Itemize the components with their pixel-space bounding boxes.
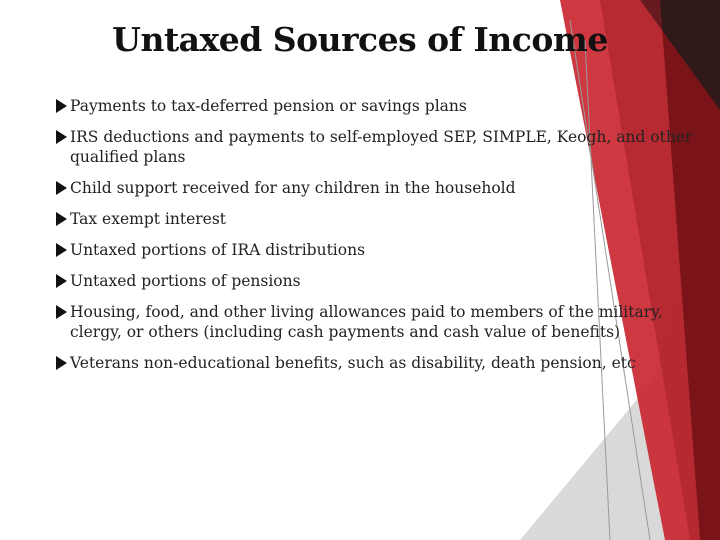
bullet-text: Housing, food, and other living allowances paid to members of the military, clergy, or others (including cash payments and cash value of benefits)	[70, 303, 663, 341]
bullet-arrow-icon	[56, 356, 67, 370]
bullet-text: Veterans non-educational benefits, such as disability, death pension, etc	[70, 354, 636, 372]
bullet-text: Untaxed portions of pensions	[70, 272, 301, 290]
bullet-item	[56, 209, 696, 229]
bullet-text: Untaxed portions of IRA distributions	[70, 241, 366, 259]
bullet-item	[56, 127, 696, 167]
bullet-arrow-icon	[56, 130, 67, 144]
bullet-item	[56, 96, 696, 116]
bullet-text: IRS deductions and payments to self-employed SEP, SIMPLE, Keogh, and other qualified plans	[70, 128, 693, 166]
bullet-arrow-icon	[56, 212, 67, 226]
bullet-item	[56, 353, 696, 373]
bullet-list	[56, 96, 696, 384]
bullet-arrow-icon	[56, 305, 67, 319]
bullet-text: Tax exempt interest	[70, 210, 227, 228]
slide-title: Untaxed Sources of Income	[112, 20, 608, 59]
bullet-arrow-icon	[56, 243, 67, 257]
bullet-item	[56, 271, 696, 291]
bullet-item	[56, 302, 696, 342]
bullet-arrow-icon	[56, 99, 67, 113]
bullet-item	[56, 178, 696, 198]
bullet-arrow-icon	[56, 181, 67, 195]
bullet-text: Payments to tax-deferred pension or savings plans	[70, 97, 467, 115]
bullet-arrow-icon	[56, 274, 67, 288]
bullet-item	[56, 240, 696, 260]
bullet-text: Child support received for any children in the household	[70, 179, 516, 197]
